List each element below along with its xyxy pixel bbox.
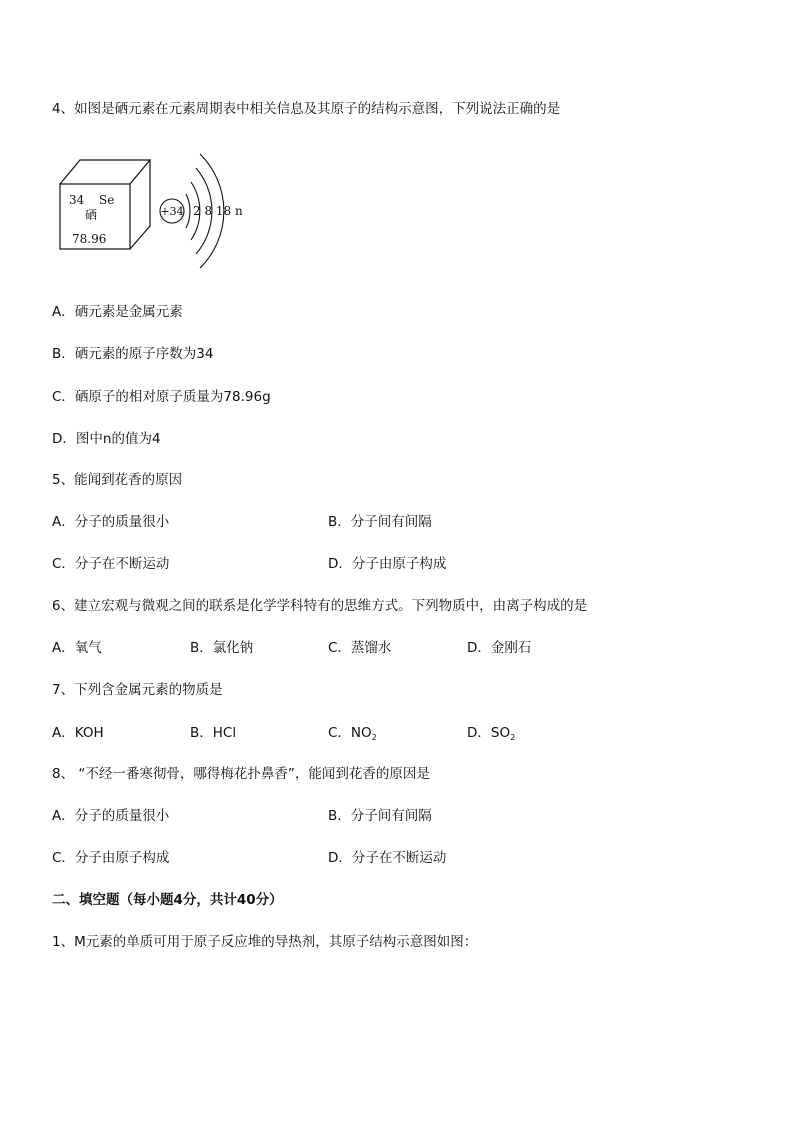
question-6-option-a[interactable]: A．氧气 (52, 640, 102, 656)
atomic-number: 34 (69, 193, 85, 207)
question-7-option-c[interactable] (328, 724, 377, 747)
question-7-option-c-subscript: 2 (371, 733, 377, 742)
question-5-option-a[interactable]: A．分子的质量很小 (52, 514, 170, 530)
question-7-option-d-formula: D．SO (467, 725, 511, 741)
question-7-stem: 7、下列含金属元素的物质是 (52, 682, 223, 698)
question-8-option-b[interactable]: B．分子间有间隔 (328, 808, 432, 824)
question-6-stem: 6、建立宏观与微观之间的联系是化学学科特有的思维方式。下列物质中，由离子构成的是 (52, 598, 588, 614)
question-7-option-d-subscript: 2 (510, 733, 516, 742)
section-2-heading: 二、填空题（每小题4分，共计40分） (52, 892, 283, 908)
element-name: 硒 (85, 208, 98, 222)
selenium-diagram (52, 146, 252, 276)
question-8-option-c[interactable]: C．分子由原子构成 (52, 850, 170, 866)
atom-structure (160, 154, 243, 268)
element-cell (60, 160, 150, 249)
question-6-option-b[interactable]: B．氯化钠 (190, 640, 254, 656)
question-7-option-b[interactable]: B．HCl (190, 725, 237, 741)
question-4-stem: 4、如图是硒元素在元素周期表中相关信息及其原子的结构示意图，下列说法正确的是 (52, 101, 561, 117)
question-5-stem: 5、能闻到花香的原因 (52, 472, 183, 488)
question-4-option-a[interactable]: A．硒元素是金属元素 (52, 304, 183, 320)
question-5-option-d[interactable]: D．分子由原子构成 (328, 556, 447, 572)
element-symbol: Se (99, 193, 115, 207)
atomic-mass: 78.96 (72, 232, 107, 246)
nuclear-charge: +34 (160, 205, 184, 218)
question-6-option-d[interactable]: D．金刚石 (467, 640, 532, 656)
question-8-option-d[interactable]: D．分子在不断运动 (328, 850, 447, 866)
shell-electrons: 2 8 18 n (193, 204, 243, 218)
question-4-option-b[interactable]: B．硒元素的原子序数为34 (52, 346, 214, 362)
question-7-option-d[interactable] (467, 724, 515, 747)
question-4-option-d[interactable]: D．图中n的值为4 (52, 431, 161, 447)
question-5-option-b[interactable]: B．分子间有间隔 (328, 514, 432, 530)
question-7-option-a[interactable]: A．KOH (52, 725, 104, 741)
fill-question-1-stem: 1、M元素的单质可用于原子反应堆的导热剂，其原子结构示意图如图： (52, 934, 478, 950)
question-4-option-c[interactable]: C．硒原子的相对原子质量为78.96g (52, 389, 271, 405)
question-8-option-a[interactable]: A．分子的质量很小 (52, 808, 170, 824)
question-6-option-c[interactable]: C．蒸馏水 (328, 640, 392, 656)
question-5-option-c[interactable]: C．分子在不断运动 (52, 556, 170, 572)
question-7-option-c-formula: C．NO (328, 725, 372, 741)
question-8-stem: 8、 “不经一番寒彻骨，哪得梅花扑鼻香”，能闻到花香的原因是 (52, 766, 430, 782)
